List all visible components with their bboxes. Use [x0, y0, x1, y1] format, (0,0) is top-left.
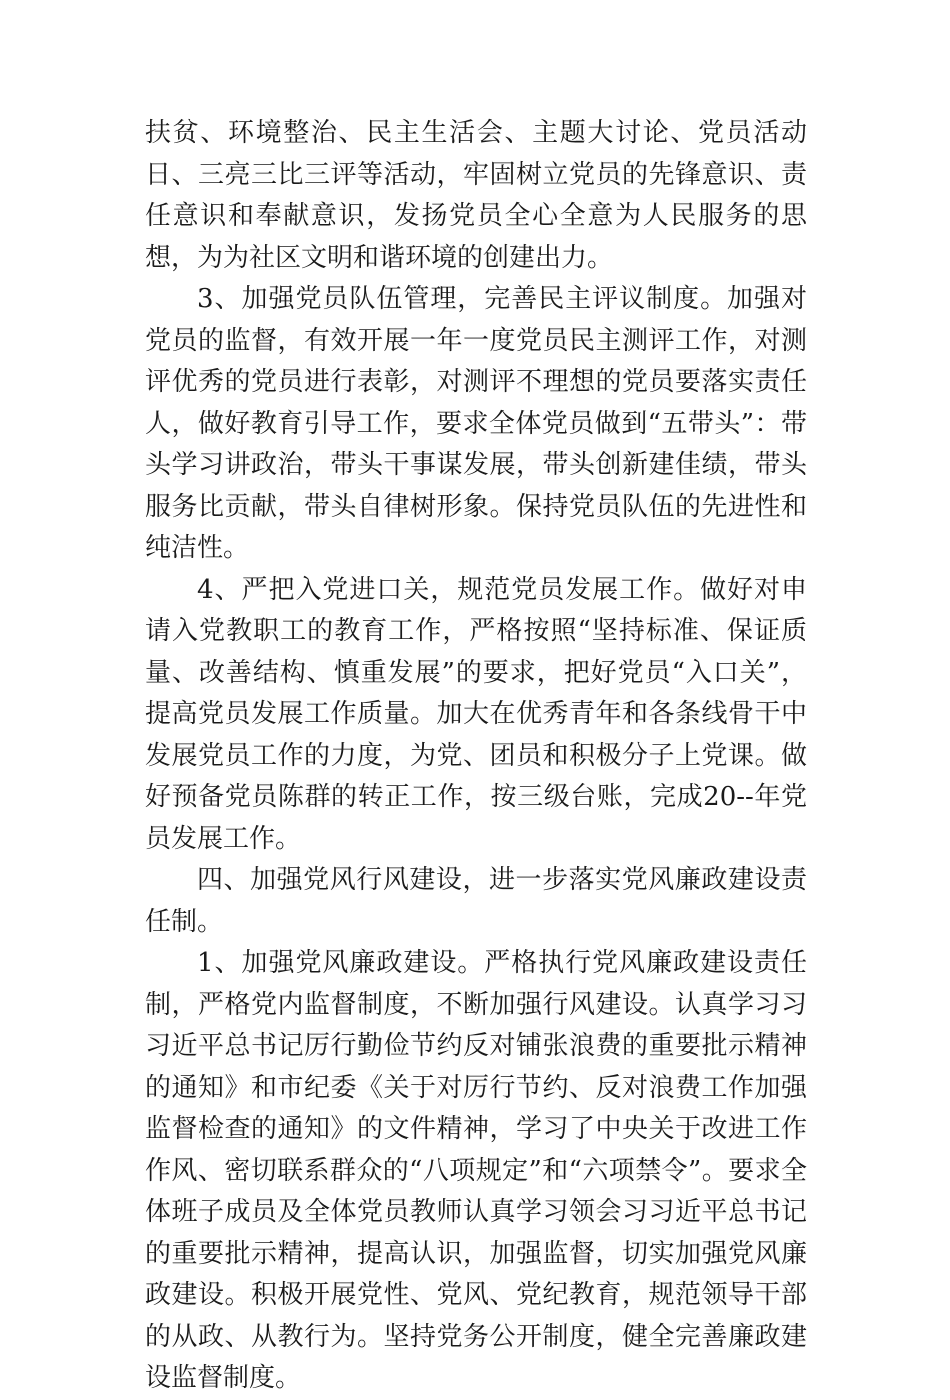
- document-body: [145, 113, 807, 1400]
- section-heading-4: 四、加强党风行风建设，进一步落实党风廉政建设责任制。: [145, 865, 807, 937]
- paragraph-item-1: 1、加强党风廉政建设。严格执行党风廉政建设责任制，严格党内监督制度，不断加强行风建设。认真学习习习近平总书记厉行勤俭节约反对铺张浪费的重要批示精神的通知》和市纪委《关于对厉行节约、反对浪费工作加强监督检查的通知》的文件精神，学习了中央关于改进工作作风、密切联系群众的“八项规定”和“六项禁令”。要求全体班子成员及全体党员教师认真学习领会习习近平总书记的重要批示精神，提高认识，加强监督，切实加强党风廉政建设。积极开展党性、党风、党纪教育，规范领导干部的从政、从教行为。坚持党务公开制度，健全完善廉政建设监督制度。: [145, 948, 807, 1393]
- paragraph-continuation: 扶贫、环境整治、民主生活会、主题大讨论、党员活动日、三亮三比三评等活动，牢固树立党员的先锋意识、责任意识和奉献意识，发扬党员全心全意为人民服务的思想，为为社区文明和谐环境的创建出力。: [145, 118, 807, 273]
- paragraph-item-3: 3、加强党员队伍管理，完善民主评议制度。加强对党员的监督，有效开展一年一度党员民主测评工作，对测评优秀的党员进行表彰，对测评不理想的党员要落实责任人，做好教育引导工作，要求全体党员做到“五带头”：带头学习讲政治，带头干事谋发展，带头创新建佳绩，带头服务比贡献，带头自律树形象。保持党员队伍的先进性和纯洁性。: [145, 284, 807, 563]
- paragraph-item-4: 4、严把入党进口关，规范党员发展工作。做好对申请入党教职工的教育工作，严格按照“坚持标准、保证质量、改善结构、慎重发展”的要求，把好党员“入口关”，提高党员发展工作质量。加大在优秀青年和各条线骨干中发展党员工作的力度，为党、团员和积极分子上党课。做好预备党员陈群的转正工作，按三级台账，完成20--年党员发展工作。: [145, 574, 807, 854]
